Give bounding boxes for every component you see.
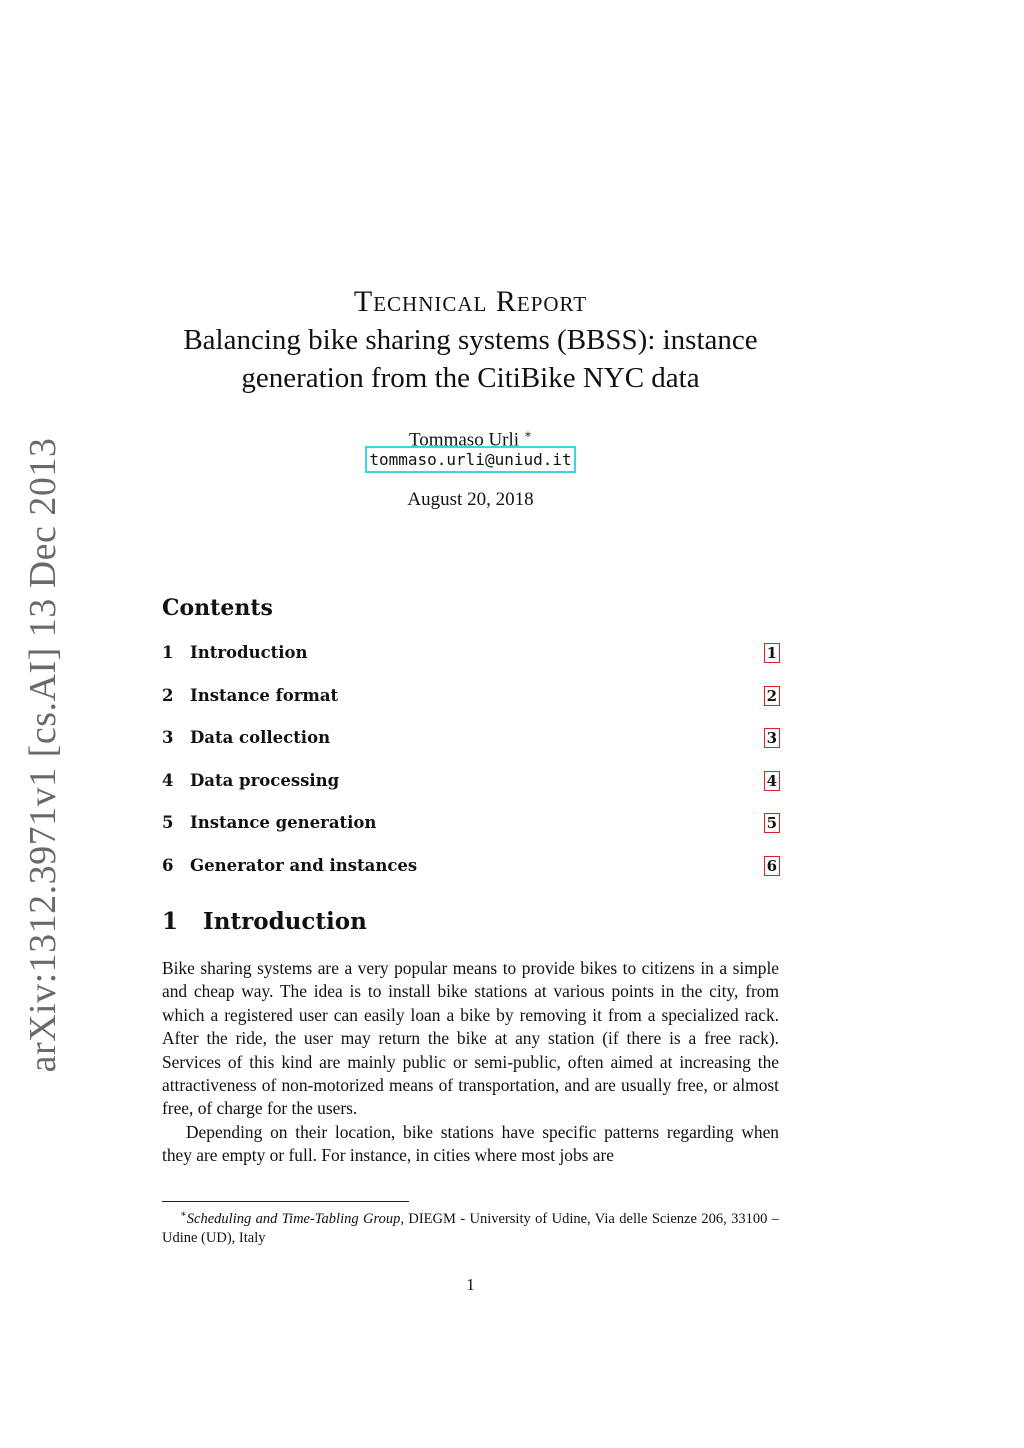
footnote-mark: ∗	[180, 1209, 187, 1220]
footnote-rule	[162, 1201, 409, 1202]
toc-entry-6	[162, 854, 782, 897]
toc-page-link[interactable]: 2	[764, 686, 780, 706]
paragraph: Bike sharing systems are a very popular means to provide bikes to citizens in a simple and cheap way. The idea is to install bike stations at various points in the city, from which a registered user can easily loan a bike by removing it from a specialized rack. After the ride, the user may return the bike at any station (if there is a free rack). Services of this kind are mainly public or semi-public, often aimed at increasing the attractiveness of non-motorized means of transportation, and are usually free, or almost free, of charge for the users.	[162, 958, 779, 1119]
table-of-contents	[162, 641, 782, 897]
page-number: 1	[466, 1275, 475, 1294]
toc-entry-title: Data collection	[190, 728, 331, 748]
toc-entry-number: 6	[162, 855, 174, 875]
toc-entry-5	[162, 811, 782, 854]
toc-entry-number: 3	[162, 728, 174, 748]
section-heading	[162, 906, 367, 938]
toc-entry-title: Introduction	[190, 643, 308, 662]
section-body	[162, 957, 779, 1168]
toc-page-link[interactable]: 1	[764, 643, 780, 663]
author-footnote-mark: ∗	[523, 427, 532, 441]
section-number: 1	[162, 908, 179, 935]
footnote-affiliation: , DIEGM - University of Udine, Via delle Scienze 206, 33100 – Udine (UD), Italy	[162, 1210, 779, 1246]
toc-entry-number: 2	[162, 685, 174, 705]
toc-entry-title: Instance format	[190, 685, 339, 705]
toc-page-link[interactable]: 6	[764, 856, 780, 876]
toc-entry-number: 4	[162, 770, 174, 790]
toc-entry-3	[162, 726, 782, 769]
toc-entry-2	[162, 684, 782, 727]
toc-entry-1	[162, 641, 782, 684]
email-wrap	[162, 446, 779, 473]
title-line-2: generation from the CitiBike NYC data	[241, 362, 700, 394]
author-name: Tommaso Urli	[409, 429, 520, 451]
report-kind: Technical Report	[353, 285, 588, 318]
footnote-group: Scheduling and Time-Tabling Group	[186, 1210, 401, 1227]
publication-date: August 20, 2018	[407, 489, 534, 510]
toc-page-link[interactable]: 3	[764, 728, 780, 748]
author-email-link[interactable]: tommaso.urli@uniud.it	[365, 446, 575, 473]
arxiv-identifier-stamp[interactable]: arXiv:1312.3971v1 [cs.AI] 13 Dec 2013	[22, 437, 64, 1073]
footnote	[162, 1205, 779, 1248]
toc-entry-title: Generator and instances	[190, 855, 418, 875]
toc-entry-number: 1	[162, 643, 174, 662]
toc-entry-title: Data processing	[190, 770, 340, 790]
title-block	[162, 283, 779, 397]
title-line-1: Balancing bike sharing systems (BBSS): instance	[183, 324, 758, 356]
toc-page-link[interactable]: 5	[764, 813, 780, 833]
paragraph: Depending on their location, bike stations have specific patterns regarding when they are empty or full. For instance, in cities where most jobs are	[162, 1121, 779, 1166]
toc-entry-number: 5	[162, 813, 174, 833]
toc-entry-4	[162, 769, 782, 812]
toc-page-link[interactable]: 4	[764, 771, 780, 791]
contents-heading: Contents	[162, 595, 273, 621]
section-title: Introduction	[203, 908, 367, 935]
toc-entry-title: Instance generation	[190, 813, 377, 833]
